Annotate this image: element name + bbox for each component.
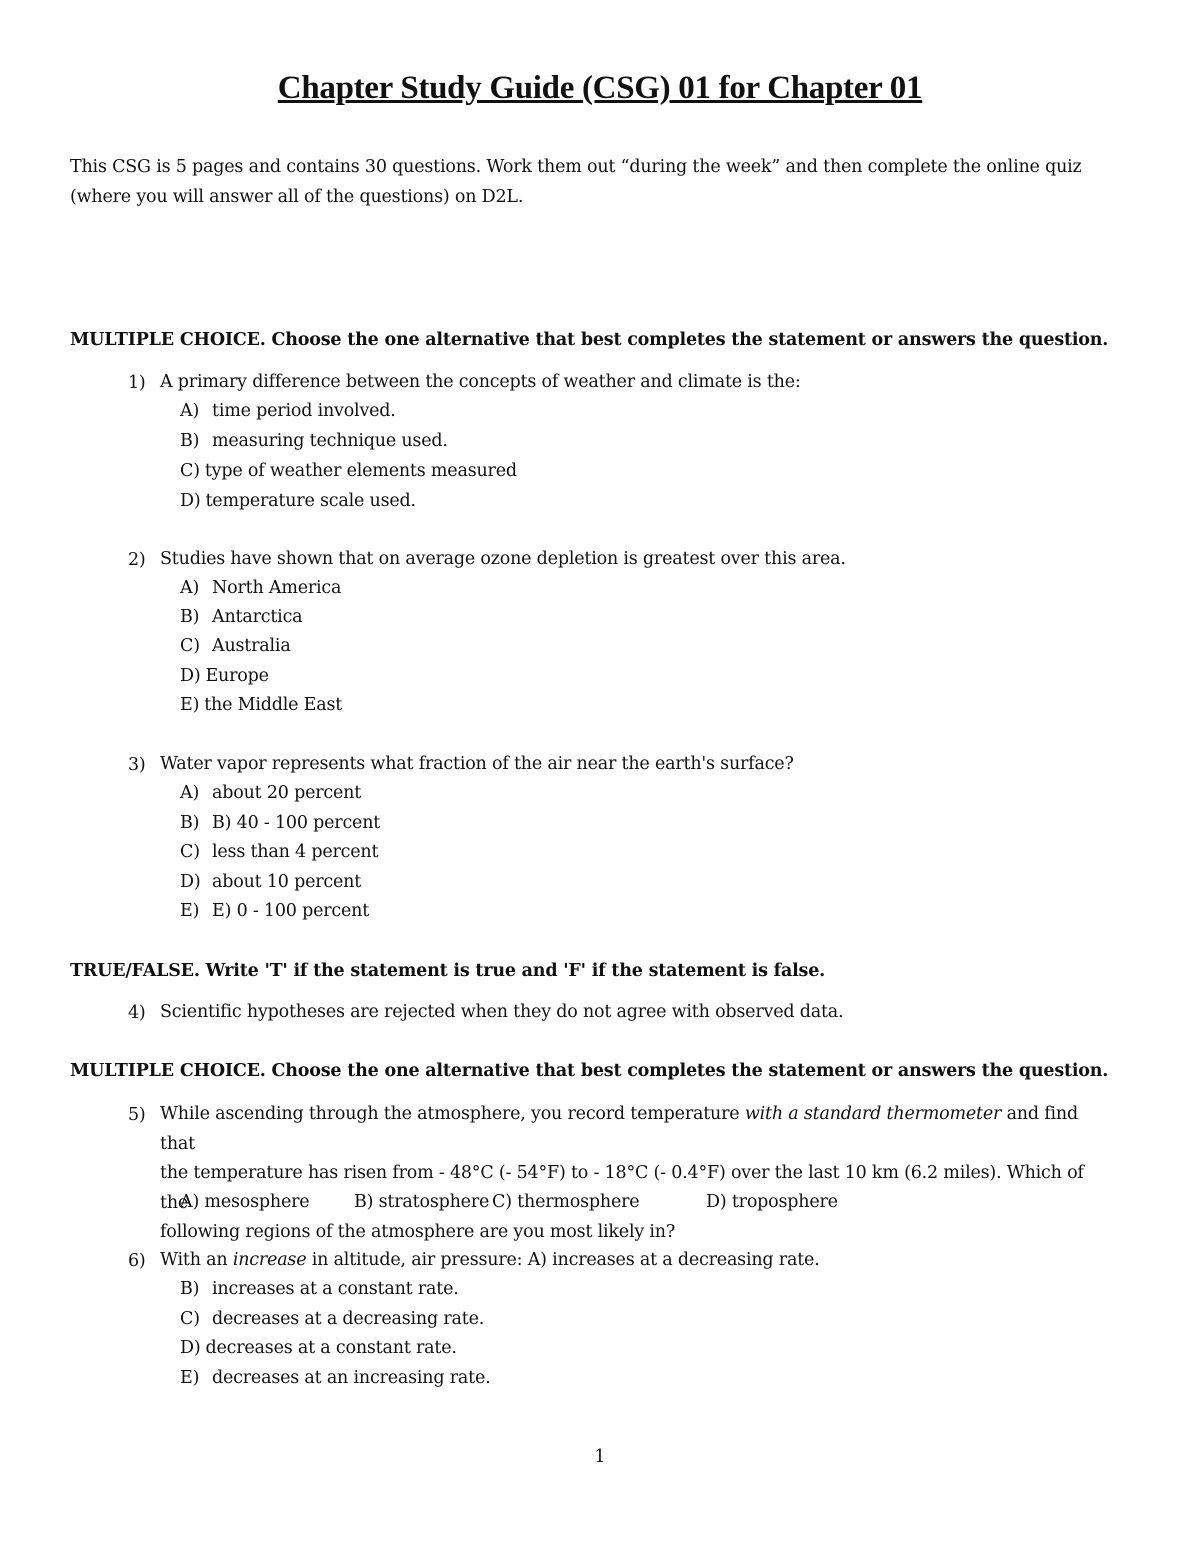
q1-option-a: A) time period involved. bbox=[180, 401, 396, 421]
q1-option-b: B) measuring technique used. bbox=[180, 431, 448, 451]
intro-line-2: (where you will answer all of the questions) on D2L. bbox=[70, 187, 524, 207]
question-stem: With an increase in altitude, air pressure: A) increases at a decreasing rate. bbox=[160, 1250, 820, 1270]
q5-options-row bbox=[180, 1188, 838, 1218]
q5-option-d: D) troposphere bbox=[706, 1192, 838, 1212]
intro-paragraph bbox=[70, 152, 1130, 212]
q2-option-e: E) the Middle East bbox=[180, 695, 343, 715]
q3-option-d: D) about 10 percent bbox=[180, 872, 362, 892]
question-stem: Studies have shown that on average ozone depletion is greatest over this area. bbox=[160, 549, 846, 569]
question-stem: While ascending through the atmosphere, you record temperature with a standard thermometer and find that the temperature has risen from - 48°C (- 54°F) to - 18°C (- 0.4°F) over the last 10 km (6.2 miles). Which of the following regions of the atmosphere are you most likely in? bbox=[160, 1104, 1084, 1242]
question-number: 1) bbox=[128, 373, 146, 393]
question-stem: A primary difference between the concepts of weather and climate is the: bbox=[160, 372, 801, 392]
q5-option-a: A) mesosphere bbox=[180, 1192, 310, 1212]
question-stem: Scientific hypotheses are rejected when they do not agree with observed data. bbox=[160, 1002, 844, 1022]
q5-option-b: B) stratosphere bbox=[354, 1192, 490, 1212]
page-title: Chapter Study Guide (CSG) 01 for Chapter 01 bbox=[277, 70, 923, 106]
question-number: 3) bbox=[128, 755, 146, 775]
question-number: 5) bbox=[128, 1105, 146, 1125]
section-heading-true-false: TRUE/FALSE. Write 'T' if the statement is true and 'F' if the statement is false. bbox=[70, 961, 826, 981]
q1-option-c: C) type of weather elements measured bbox=[180, 461, 517, 481]
section-heading-multiple-choice-1: MULTIPLE CHOICE. Choose the one alternative that best completes the statement or answers the question. bbox=[70, 330, 1109, 350]
q3-option-e: E) E) 0 - 100 percent bbox=[180, 901, 370, 921]
question-stem: Water vapor represents what fraction of the air near the earth's surface? bbox=[160, 754, 794, 774]
question-number: 2) bbox=[128, 550, 146, 570]
question-number: 6) bbox=[128, 1251, 146, 1271]
q2-option-c: C) Australia bbox=[180, 636, 291, 656]
q6-option-d: D) decreases at a constant rate. bbox=[180, 1338, 457, 1358]
q1-option-d: D) temperature scale used. bbox=[180, 491, 416, 511]
q2-option-d: D) Europe bbox=[180, 666, 269, 686]
q3-option-c: C) less than 4 percent bbox=[180, 842, 379, 862]
q5-option-c: C) thermosphere bbox=[492, 1192, 640, 1212]
q6-option-b: B) increases at a constant rate. bbox=[180, 1279, 459, 1299]
q3-option-a: A) about 20 percent bbox=[180, 783, 362, 803]
intro-line-1: This CSG is 5 pages and contains 30 questions. Work them out “during the week” and then complete the online quiz bbox=[70, 157, 1082, 177]
section-heading-multiple-choice-2: MULTIPLE CHOICE. Choose the one alternative that best completes the statement or answers the question. bbox=[70, 1061, 1109, 1081]
q6-option-c: C) decreases at a decreasing rate. bbox=[180, 1309, 485, 1329]
page-number: 1 bbox=[594, 1447, 606, 1467]
q6-option-e: E) decreases at an increasing rate. bbox=[180, 1368, 491, 1388]
q3-option-b: B) B) 40 - 100 percent bbox=[180, 813, 381, 833]
question-number: 4) bbox=[128, 1003, 146, 1023]
q2-option-a: A) North America bbox=[180, 578, 342, 598]
q2-option-b: B) Antarctica bbox=[180, 607, 303, 627]
